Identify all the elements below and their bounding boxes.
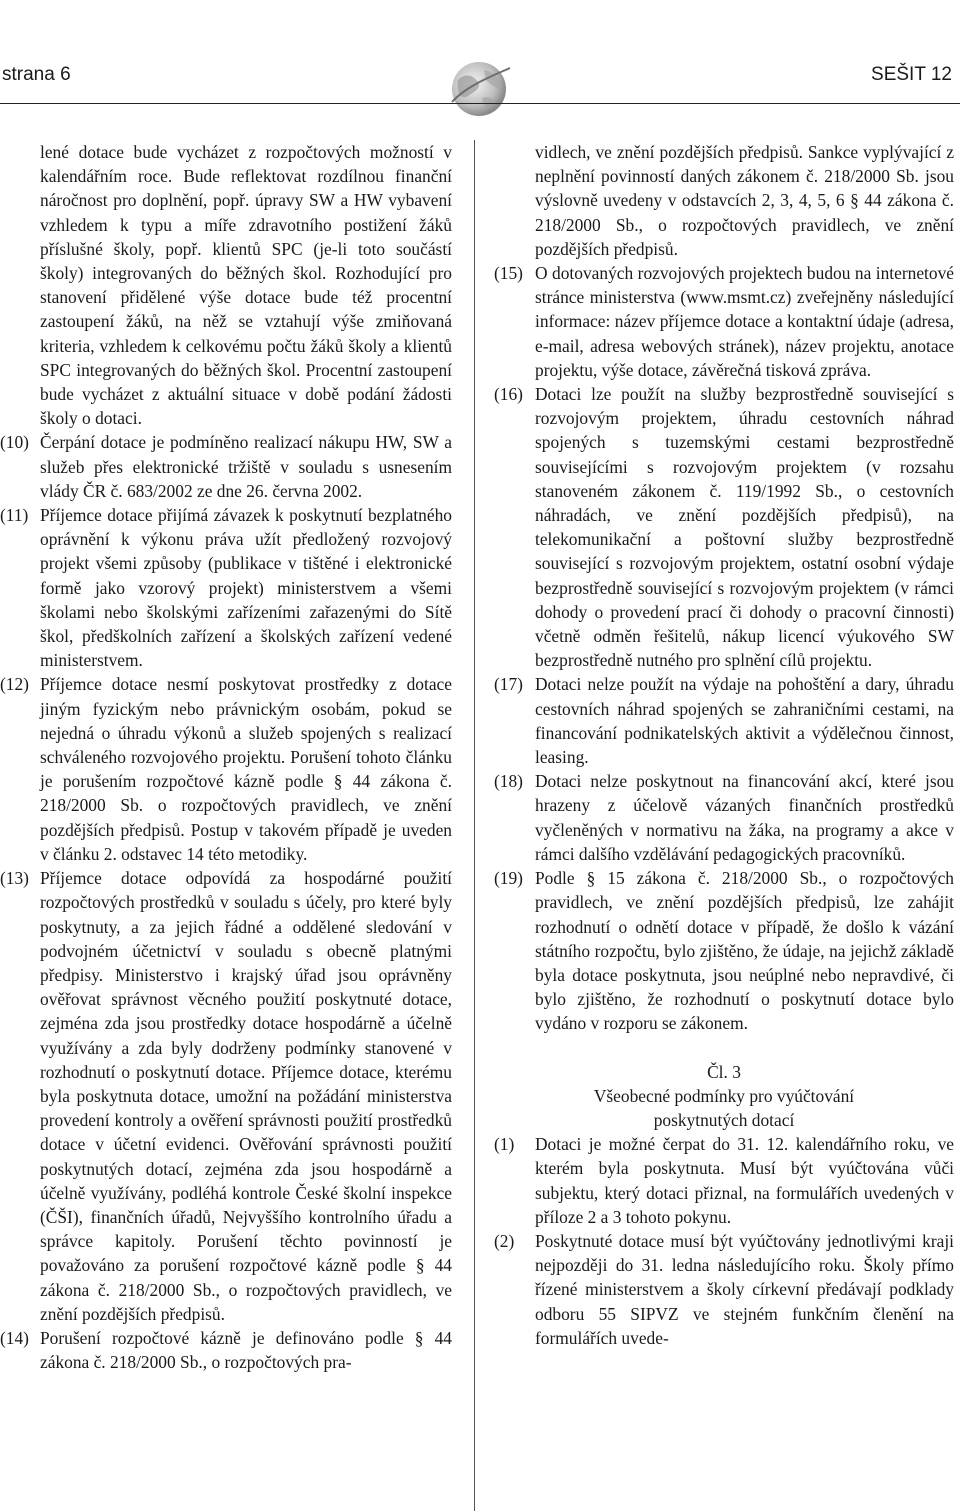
item-text: Čerpání dotace je podmíněno realizací nákupu HW, SW a služeb přes elektronické tržiště v souladu s usnesením vlády ČR č. 683/2002 ze dne 26. června 2002. <box>40 432 452 501</box>
spacer <box>494 1036 954 1060</box>
item-number: (12) <box>0 674 29 695</box>
item-text: Dotaci je možné čerpat do 31. 12. kalendářního roku, ve kterém byla poskytnuta. Musí být vyúčtována vůči subjektu, který dotaci přiznal, na formulářích uvedených v příloze 2 a 3 tohoto pokynu. <box>535 1134 954 1227</box>
list-item <box>0 1326 452 1374</box>
item-number: (13) <box>0 868 29 889</box>
item-text: O dotovaných rozvojových projektech budou na internetové stránce ministerstva (www.msmt.cz) zveřejněny následující informace: název příjemce dotace a kontaktní údaje (adresa, e-mail, adresa webových stránek), název projektu, anotace projektu, výše dotace, závěrečná tisková zpráva. <box>535 263 954 380</box>
article-number: Čl. 3 <box>707 1061 741 1082</box>
item-number: (1) <box>494 1134 515 1155</box>
page-header <box>0 56 960 96</box>
list-item <box>0 503 452 672</box>
right-intro-paragraph: vidlech, ve znění pozdějších předpisů. Sankce vyplývající z neplnění povinností daných zákonem č. 218/2000 Sb. jsou výslovně uvedeny v odstavcích 2, 3, 4, 5, 6 § 44 zákona č. 218/2000 Sb., o rozpočtových pravidlech, ve znění pozdějších předpisů. <box>535 142 954 259</box>
item-text: Porušení rozpočtové kázně je definováno podle § 44 zákona č. 218/2000 Sb., o rozpočtových pra- <box>40 1327 452 1373</box>
item-number: (11) <box>0 505 29 526</box>
item-text: Poskytnuté dotace musí být vyúčtovány jednotlivými kraji nejpozději do 31. ledna následujícího roku. Školy přímo řízené ministerstvem a školy církevní předávají podklady odboru 55 SIPVZ ve stejném funkčním členění na formulářích uvede- <box>535 1230 954 1348</box>
list-item <box>494 866 954 1035</box>
item-number: (16) <box>494 384 523 405</box>
item-text: Příjemce dotace nesmí poskytovat prostředky z dotace jiným fyzickým nebo právnickým osobám, pokud se nejedná o úhradu výkonů a služeb spojených s realizací schváleného rozvojového projektu. Porušení tohoto článku je porušením rozpočtové kázně podle § 44 zákona č. 218/2000 Sb. o rozpočtových pravidlech, ve znění pozdějších předpisů. Postup v takovém případě je uveden v článku 2. odstavec 14 této metodiky. <box>40 674 452 864</box>
article-title-cont: poskytnutých dotací <box>653 1109 795 1130</box>
list-item <box>494 382 954 672</box>
item-text: Dotaci nelze použít na výdaje na pohoštění a dary, úhradu cestovních náhrad spojených se zahraničními cestami, na financování podnikatelských aktivit a výdělečnou činnost, leasing. <box>535 674 954 768</box>
list-item <box>494 672 954 769</box>
item-number: (18) <box>494 771 523 792</box>
list-item <box>494 1132 954 1229</box>
item-number: (19) <box>494 868 523 889</box>
issue-number: SEŠIT 12 <box>871 64 952 85</box>
list-item <box>494 261 954 382</box>
item-text: Dotaci nelze poskytnout na financování akcí, které jsou hrazeny z účelově vázaných finančních prostředků vyčleněných v normativu na žáka, na programy a akce v rámci dalšího vzdělávání pedagogických pracovníků. <box>535 771 954 864</box>
item-number: (2) <box>494 1230 515 1251</box>
item-text: Příjemce dotace odpovídá za hospodárné použití rozpočtových prostředků v souladu s účely, pro které byly poskytnuty, a za jejich řádné a oddělené sledování v podvojném účetnictví v souladu s obecně platnými předpisy. Ministerstvo i krajský úřad jsou oprávněny ověřovat správnost věcného použití poskytnuté dotace, zejména zda jsou prostředky dotace hospodárně a účelně využívány a zda byly dodrženy podmínky stanovené v rozhodnutí o poskytnutí dotace. Příjemce dotace, kterému byla poskytnuta dotace, umožní na požádání ministerstva provedení kontroly a ověření správnosti použití prostředků dotace v účetní evidenci. Ověřování správnosti použití poskytnutých dotací, zejména zda jsou hospodárně a účelně využívány, podléhá kontrole České školní inspekce (ČŠI), finančních úřadů, Nejvyššího kontrolního úřadu a správce kapitoly. Porušení těchto povinností je považováno za porušení rozpočtové kázně podle § 44 zákona č. 218/2000 Sb., o rozpočtových pravidlech, ve znění pozdějších předpisů. <box>40 868 452 1324</box>
globe-logo-icon <box>444 58 514 120</box>
list-item <box>494 769 954 866</box>
right-column <box>494 140 954 1350</box>
article-title: Všeobecné podmínky pro vyúčtování <box>593 1085 855 1106</box>
left-column <box>0 140 452 1374</box>
item-number: (14) <box>0 1327 29 1348</box>
item-number: (17) <box>494 674 523 695</box>
item-number: (10) <box>0 432 29 453</box>
left-intro-paragraph: lené dotace bude vycházet z rozpočtových možností v kalendářním roce. Bude reflektovat rozdílnou finanční náročnost pro doplnění, popř. úpravy SW a HW vybavení vzhledem k typu a míře zdravotního postižení žáků příslušné školy, popř. klientů SPC (je-li toto součástí školy) integrovaných do běžných škol. Rozhodující pro stanovení přidělené výše dotace bude též procentní zastoupení žáků, na něž se vztahují výše zmiňovaná kriteria, vzhledem k celkovému počtu žáků školy a klientů SPC integrovaných do běžných škol. Procentní zastoupení bude vycházet z aktuální situace v době podání žádosti školy o dotaci. <box>40 142 452 429</box>
item-number: (15) <box>494 263 523 284</box>
page-number: strana 6 <box>2 64 71 85</box>
list-item <box>0 866 452 1326</box>
item-text: Příjemce dotace přijímá závazek k poskytnutí bezplatného oprávnění k výkonu práva užít předložený rozvojový projekt všemi způsoby (publikace v tištěné i elektronické formě jako vzorový projekt) ministerstvem a všemi školami nebo školskými zařízeními zařazenými do Sítě škol, předškolních zařízení a školských zařízení vedené ministerstvem. <box>40 505 452 671</box>
column-divider <box>474 140 475 1511</box>
list-item <box>0 430 452 503</box>
list-item <box>494 1229 954 1350</box>
item-text: Dotaci lze použít na služby bezprostředně související s rozvojovým projektem, úhradu cestovních náhrad spojených s tuzemskými cestami bezprostředně souvisejícími s rozvojovým projektem (v rozsahu stanoveném zákonem č. 119/1992 Sb., o cestovních náhradách, ve znění pozdějších předpisů), na telekomunikační a poštovní služby bezprostředně související s rozvojovým projektem, ostatní osobní výdaje bezprostředně související s rozvojovým projektem (v rámci dohody o provedení prací či dohody o pracovní činnosti) včetně odměn řešitelů, nákup licencí výukového SW bezprostředně nutného pro splnění cílů projektu. <box>535 384 954 671</box>
list-item <box>0 672 452 866</box>
item-text: Podle § 15 zákona č. 218/2000 Sb., o rozpočtových pravidlech, ve znění pozdějších předpisů, lze zahájit rozhodnutí o odnětí dotace v případě, že došlo k vázání státního rozpočtu, bylo zjištěno, že údaje, na jejichž základě byla dotace poskytnuta, jsou neúplné nebo nepravdivé, či bylo zjištěno, že rozhodnutí o poskytnutí dotace bylo vydáno v rozporu se zákonem. <box>535 868 954 1034</box>
header-rule <box>0 103 960 104</box>
